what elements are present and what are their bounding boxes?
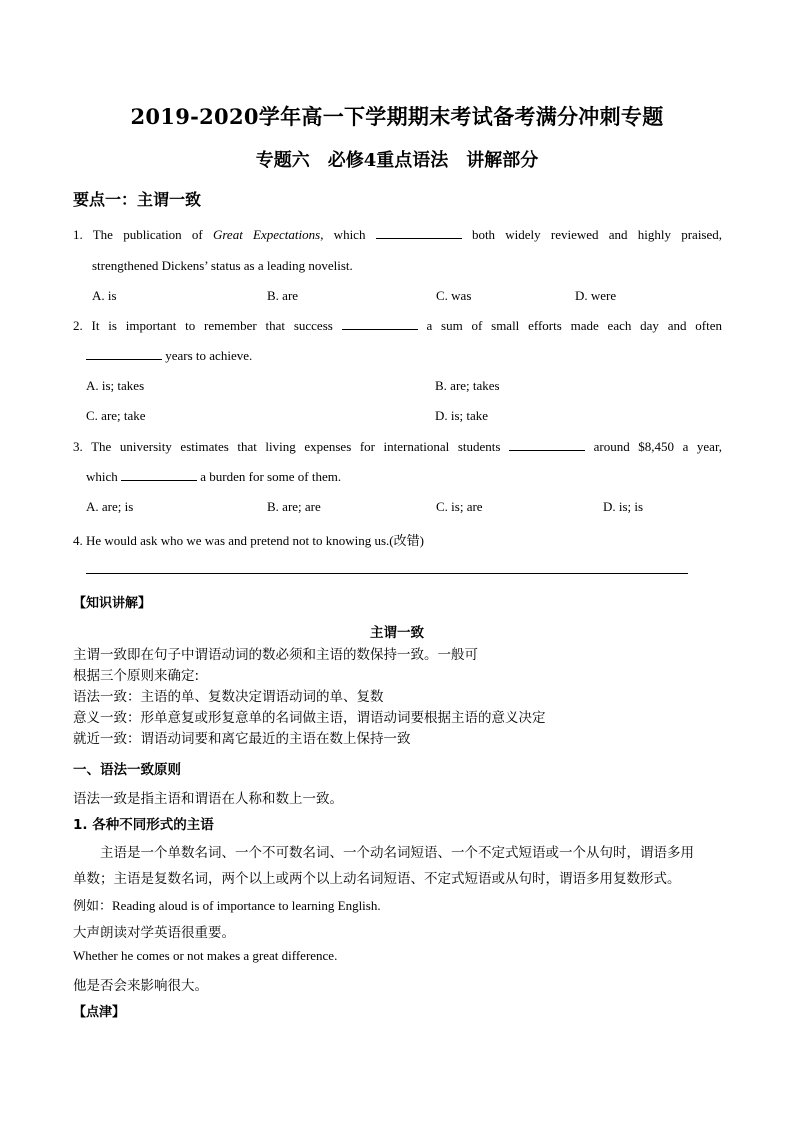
question-2-text-a: 2. It is important to remember that success (73, 318, 333, 333)
question-3-text-d: which (86, 469, 118, 484)
question-1-text-c: both widely reviewed and highly praised, (471, 227, 723, 242)
question-3-text-a: 3. The university estimates that living expenses for international students (73, 439, 501, 454)
question-3-blank-2 (121, 469, 197, 481)
question-3-text-c: around $8,450 a year, (593, 439, 723, 454)
question-4-answer-line (86, 573, 688, 574)
grammar-subheading-1: 1. 各种不同形式的主语 (73, 817, 214, 833)
knowledge-line-1: 主谓一致即在句子中谓语动词的数必须和主语的数保持一致。一般可 (73, 647, 478, 663)
question-1-blank (376, 227, 462, 239)
question-3-text-e: a burden for some of them. (200, 469, 342, 484)
document-subtitle: 专题六 必修4重点语法 讲解部分 (255, 150, 539, 171)
question-1-text-a: 1. The publication of (73, 227, 213, 242)
question-3-option-b: B. are; are (267, 499, 321, 514)
example-2-english: Whether he comes or not makes a great difference. (73, 948, 338, 963)
knowledge-line-2: 根据三个原则来确定: (73, 668, 200, 684)
question-1-text-b: which (323, 227, 366, 242)
question-1-line-2: strengthened Dickens’ status as a leading novelist. (92, 258, 353, 273)
grammar-heading: 一、语法一致原则 (73, 762, 181, 778)
question-2-blank-2 (86, 348, 162, 360)
question-1-option-b: B. are (267, 288, 299, 303)
example-1-english: 例如：Reading aloud is of importance to learning English. (73, 898, 381, 913)
knowledge-line-4: 意义一致：形单意复或形复意单的名词做主语，谓语动词要根据主语的意义决定 (73, 710, 546, 726)
question-1-option-c: C. was (436, 288, 472, 303)
question-4-line-1: 4. He would ask who we was and pretend not to knowing us.(改错) (73, 533, 424, 548)
question-3-blank-1 (509, 439, 585, 451)
question-2-option-c: C. are; take (86, 408, 146, 423)
question-3-option-a: A. are; is (86, 499, 134, 514)
question-2-option-b: B. are; takes (435, 378, 500, 393)
knowledge-line-3: 语法一致：主语的单、复数决定谓语动词的单、复数 (73, 689, 384, 705)
knowledge-line-5: 就近一致：谓语动词要和离它最近的主语在数上保持一致 (73, 731, 411, 747)
knowledge-heading: 主谓一致 (370, 625, 424, 641)
question-2-option-d: D. is; take (435, 408, 489, 423)
example-2-chinese: 他是否会来影响很大。 (73, 978, 208, 994)
question-3-line-2 (86, 469, 341, 485)
example-1-chinese: 大声朗读对学英语很重要。 (73, 925, 235, 941)
document-title: 2019-2020学年高一下学期期末考试备考满分冲刺专题 (130, 104, 664, 129)
question-2-option-a: A. is; takes (86, 378, 145, 393)
question-2-text-d: years to achieve. (165, 348, 253, 363)
question-2-text-c: a sum of small efforts made each day and often (426, 318, 723, 333)
question-3-option-d: D. is; is (603, 499, 644, 514)
tip-label: 【点津】 (73, 1005, 126, 1020)
knowledge-label: 【知识讲解】 (73, 596, 152, 611)
question-3-line-1 (73, 439, 722, 455)
grammar-intro: 语法一致是指主语和谓语在人称和数上一致。 (73, 791, 343, 807)
question-2-line-1 (73, 318, 722, 334)
grammar-paragraph-line-2: 单数；主语是复数名词，两个以上或两个以上动名词短语、不定式短语或从句时，谓语多用复数形式。 (73, 871, 681, 887)
question-2-blank-1 (342, 318, 418, 330)
question-1-option-d: D. were (575, 288, 617, 303)
section-heading-subject-verb-agreement: 要点一：主谓一致 (73, 190, 202, 209)
question-1-line-1 (73, 227, 722, 243)
question-3-option-c: C. is; are (436, 499, 483, 514)
question-1-book-title: Great Expectations, (212, 227, 324, 242)
grammar-paragraph-line-1: 主语是一个单数名词、一个不可数名词、一个动名词短语、一个不定式短语或一个从句时，谓语多用 (100, 845, 694, 861)
question-1-option-a: A. is (92, 288, 117, 303)
question-2-line-2 (86, 348, 252, 364)
